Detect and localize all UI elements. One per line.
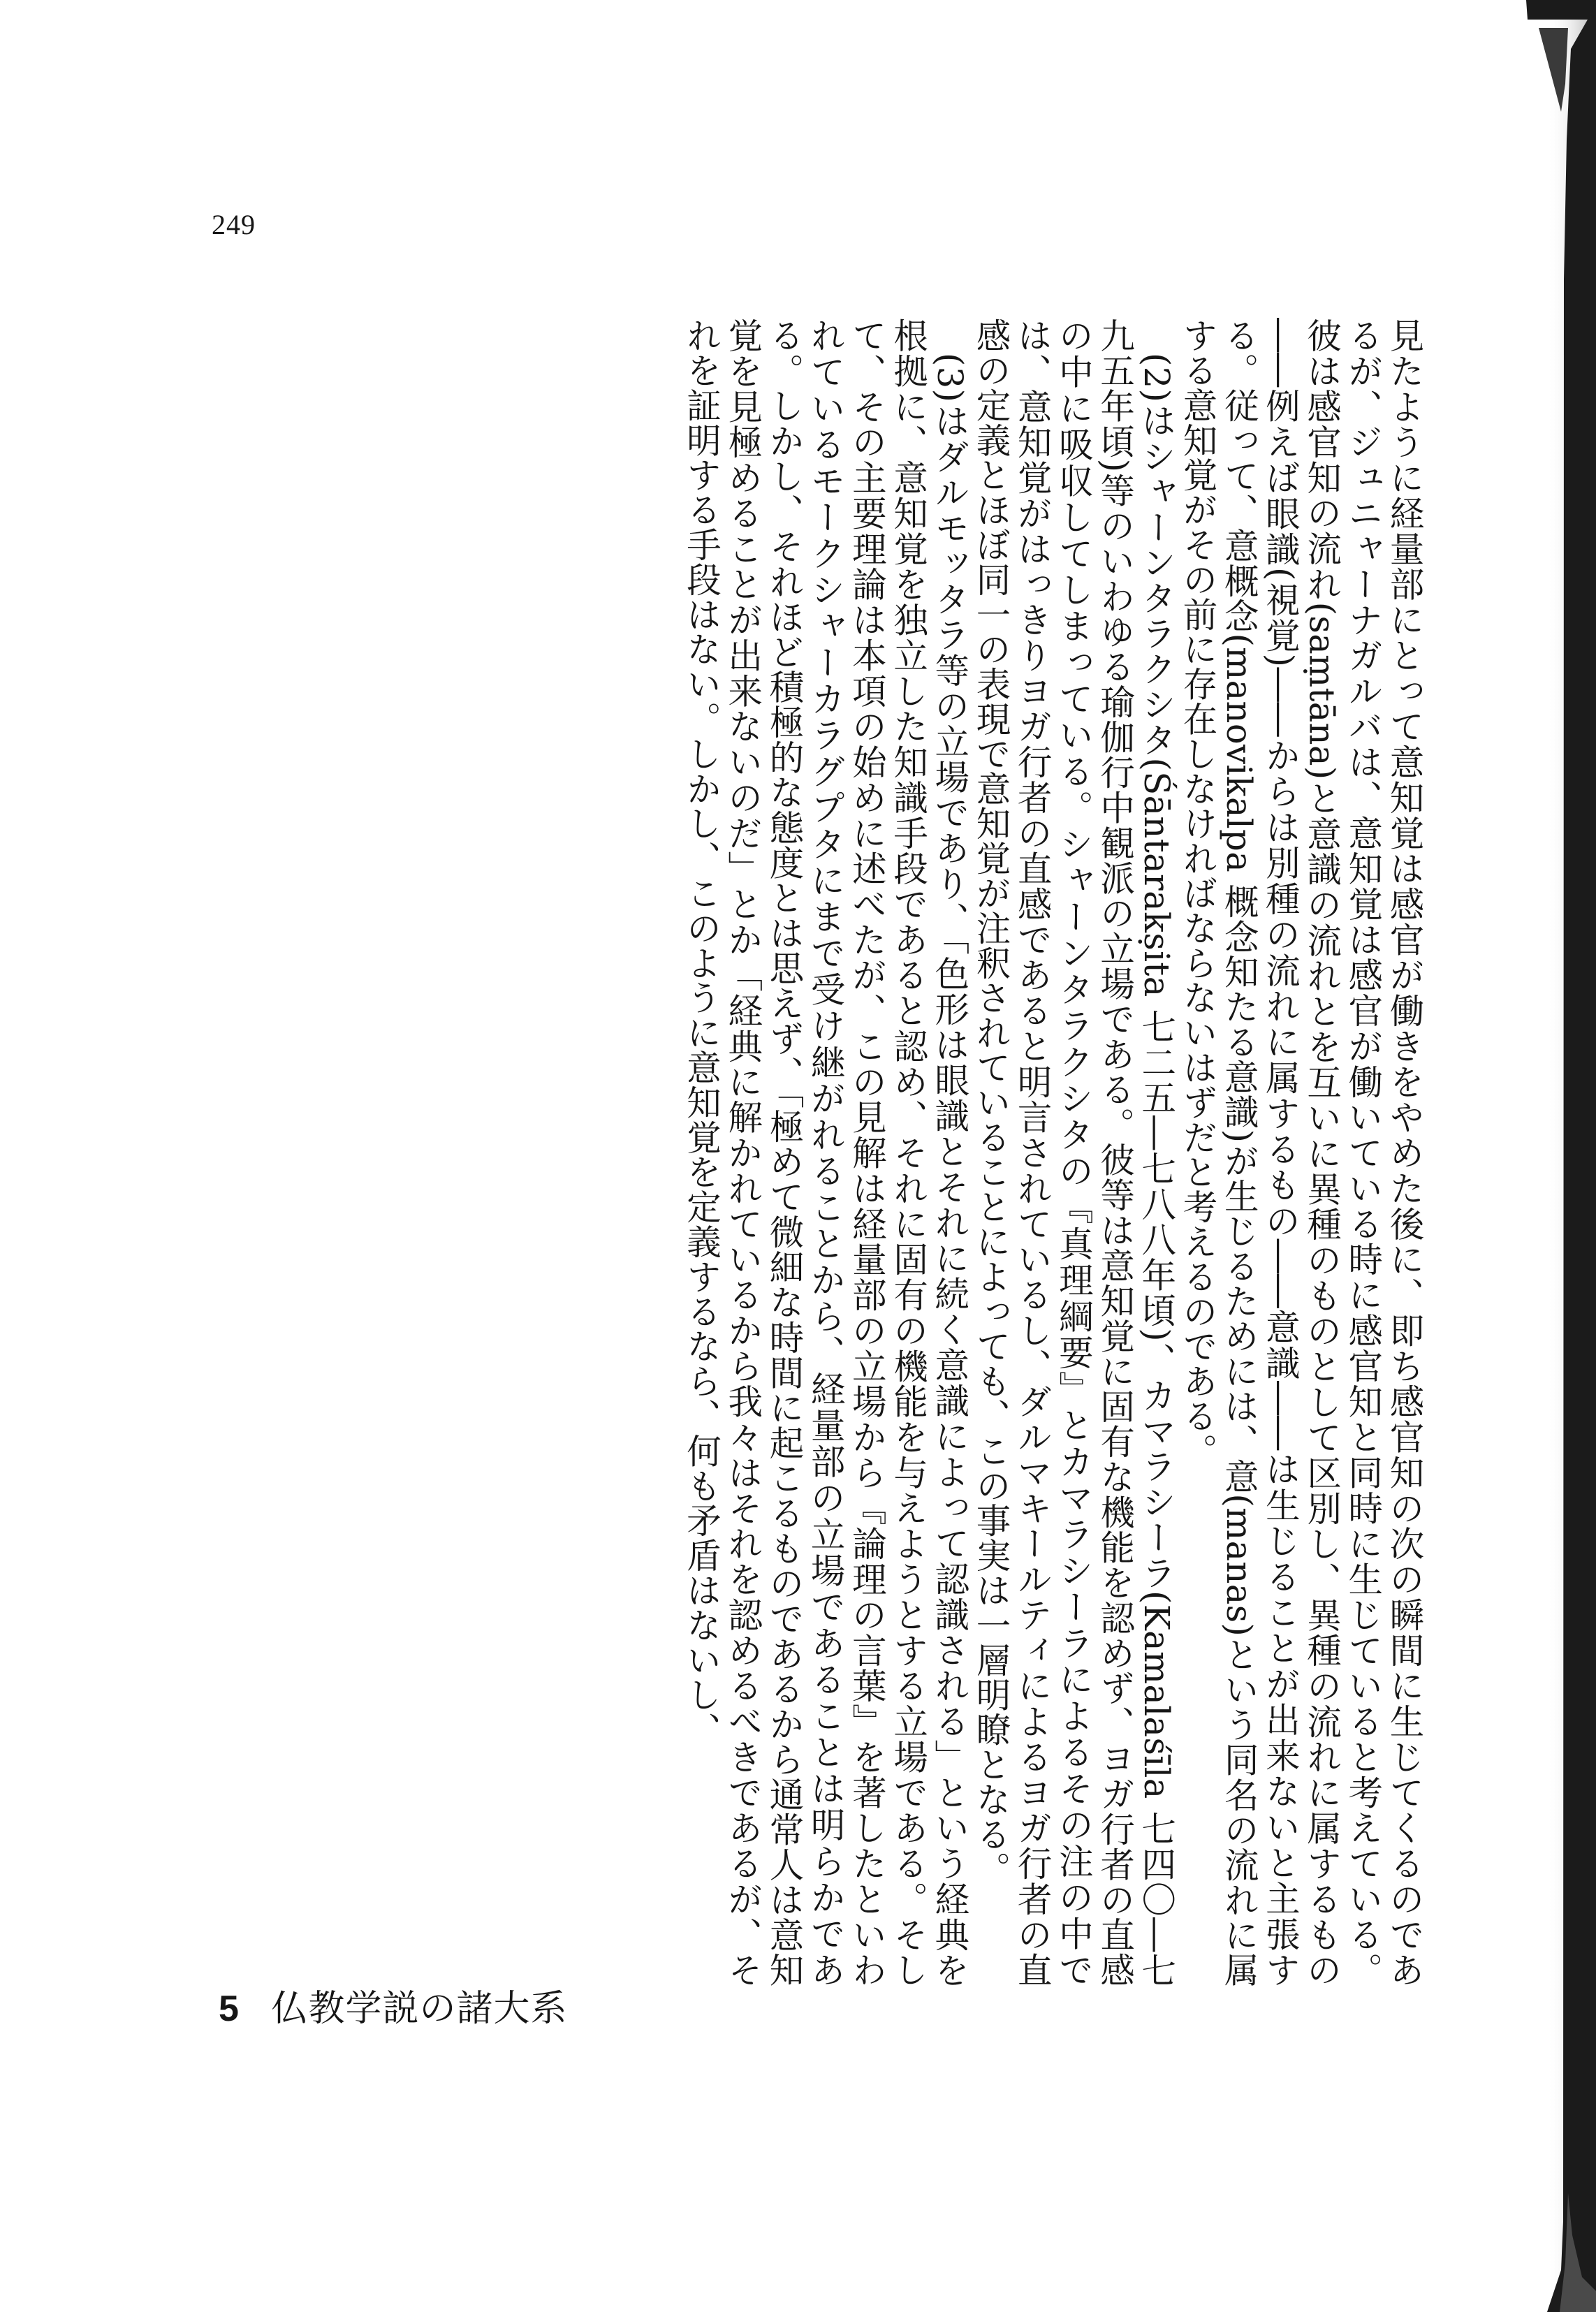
paragraph-2: (2)はシャーンタラクシタ(Śāntarakṣita 七二五―七八八年頃)、カマラシーラ(Kamalaśīla 七四〇―七九五年頃)等のいわゆる瑜伽行中観派の立場である。彼等は意知覚に固有な機能を認めず、ヨガ行者の直感の中に吸収してしまっている。シャーンタラクシタの『真理綱要』とカマラシーラによるその注の中では、意知覚がはっきりヨガ行者の直感であると明言されているし、ダルマキールティによるヨガ行者の直感の定義とほぼ同一の表現で意知覚が注釈されていることによっても、この事実は一層明瞭となる。 [970,318,1177,1987]
running-footer [219,1979,567,2031]
vertical-text-block [620,318,1425,1987]
chapter-number: 5 [219,1989,239,2029]
page-number: 249 [212,209,256,240]
chapter-title: 仏教学説の諸大系 [271,1988,568,2030]
paragraph-1: 見たように経量部にとって意知覚は感官が働きをやめた後に、即ち感官知の次の瞬間に生じてくるのであるが、ジュニャーナガルバは、意知覚は感官が働いている時に感官知と同時に生じていると考えている。彼は感官知の流れ(saṃtāna)と意識の流れとを互いに異種のものとして区別し、異種の流れに属するもの――例えば眼識(視覚)――からは別種の流れに属するもの――意識――は生じることが出来ないと主張する。従って、意概念(manovikalpa 概念知たる意識)が生じるためには、意(manas)という同名の流れに属する意知覚がその前に存在しなければならないはずだと考えるのである。 [1177,318,1425,1987]
paragraph-3: (3)はダルモッタラ等の立場であり、「色形は眼識とそれに続く意識によって認識される」という経典を根拠に、意知覚を独立した知識手段であると認め、それに固有の機能を与えようとする立場である。そして、その主要理論は本項の始めに述べたが、この見解は経量部の立場から『論理の言葉』を著したといわれているモークシャーカラグプタにまで受け継がれることから、経量部の立場であることは明らかである。しかし、それほど積極的な態度とは思えず、「極めて微細な時間に起こるものであるから通常人は意知覚を見極めることが出来ないのだ」とか「経典に解かれているから我々はそれを認めるべきであるが、それを証明する手段はない。しかし、このように意知覚を定義するなら、何も矛盾はないし、 [681,318,970,1987]
book-binding-shadow [1519,0,1596,2312]
